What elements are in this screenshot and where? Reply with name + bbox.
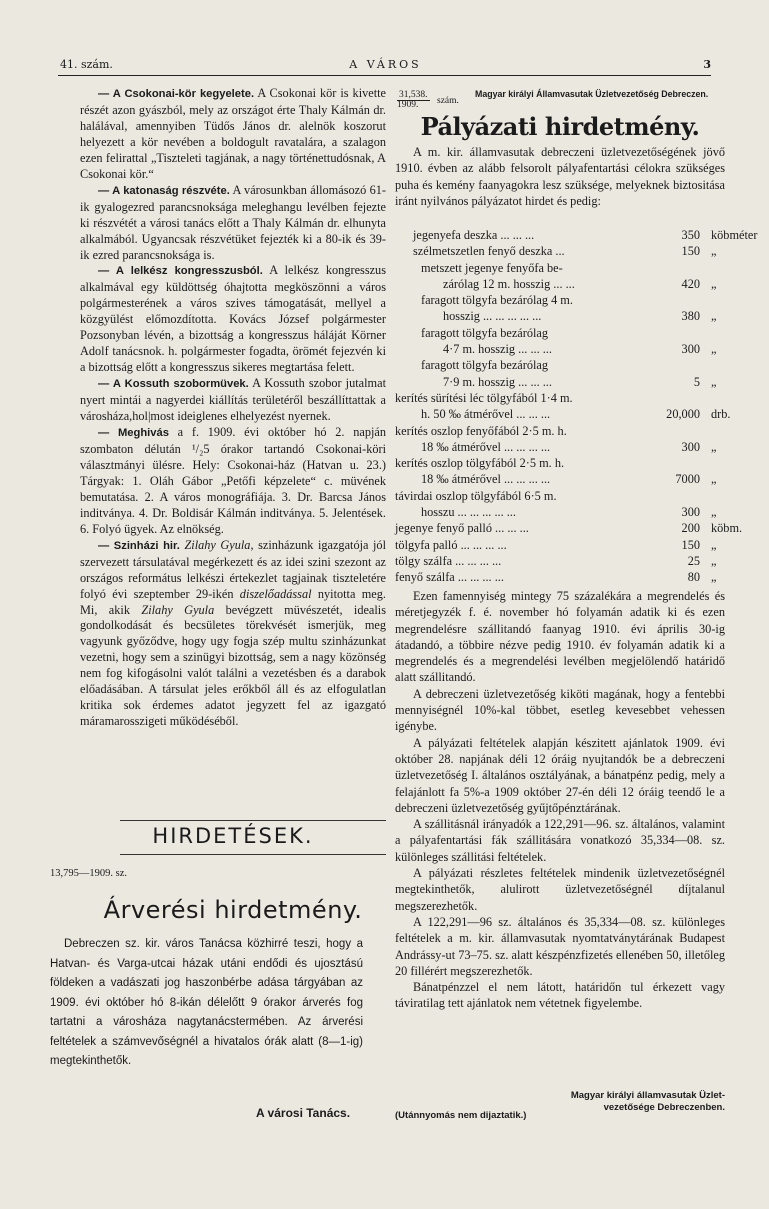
news-text: nyitotta meg. Mi, akik	[80, 586, 386, 617]
item-unit: „	[711, 439, 717, 454]
tender-item	[395, 390, 725, 406]
item-unit: „	[711, 244, 717, 259]
item-name: metszett jegenye fenyőfa be-	[421, 260, 563, 275]
tender-intro	[395, 144, 725, 209]
tender-paragraph: A 122,291—96 sz. általános és 35,334—08. sz. különleges feltételek a m. kir. államvasutak nyomtatványtárának Budapest Andrássy-ut 73–75. sz. alatt készpénzfizetés ellenében 50, illetőleg 20 fillérért megszerezhetők.	[395, 914, 725, 978]
ads-title: HIRDETÉSEK.	[152, 824, 314, 848]
item-name: kerítés sürítési léc tölgyfából 1·4 m.	[395, 390, 573, 405]
news-text: A Csokonai kör is kivette részét azon gyászból, mely az országot érte Thaly Kálmán dr. halálával, amennyiben Tüdős János dr. alelnök koszorut helyezett a kör nevében a boldogult ravatalára, a szalagon ezen felirattal „Tiszteleti tagjának, a nagy történettudósnak, A Csokonai kör.“	[80, 86, 387, 181]
item-quantity: 5	[693, 374, 700, 389]
tender-item	[395, 471, 725, 487]
item-quantity: 80	[687, 570, 700, 585]
news-lead: — A lelkész kongresszusból.	[98, 265, 263, 278]
item-name: hosszig ... ... ... ... ...	[443, 309, 542, 324]
item-quantity: 7000	[675, 472, 700, 487]
page-header	[60, 58, 711, 72]
issue-number: 41. szám.	[60, 58, 113, 71]
item-name: kerítés oszlop fenyőfából 2·5 m. h.	[395, 423, 567, 438]
item-name: 18 ‰ átmérővel ... ... ... ...	[421, 439, 551, 454]
item-unit: „	[711, 276, 717, 291]
auction-text: Debreczen sz. kir. város Tanácsa közhirré teszi, hogy a Hatvan- és Varga-utcai házak utáni endődi és ujosztású földeken a vadászati jog haszonbérbe adása tárgyában az 1909. évi október hó 8-ikán délelőtt 9 órakor árverés fog tartatni a városháza nagytanácstermében. Az árverési feltételek a számvevőségnél a hivatalos órák alatt (8—1-ig) megtekinthetők.	[50, 938, 363, 1067]
tender-reference	[397, 90, 459, 110]
item-unit: „	[711, 537, 717, 552]
item-quantity: 420	[681, 276, 700, 291]
tender-item	[395, 504, 725, 520]
tender-item	[395, 488, 725, 504]
item-unit: „	[711, 472, 717, 487]
news-name: Zilahy Gyula	[141, 602, 215, 617]
ref-year: 1909.	[397, 100, 419, 110]
news-text: A városunkban állomásozó 61-ik gyalogezred parancsnoksága meleghangu levélben fejezte ki részvétét a városi tanács előtt a Thaly Kálmán dr. elhunyta alkalmából. Ugyancsak részvétüket fejezték ki a 80-ik és 39-ik ezred parancsnoksága is.	[80, 182, 386, 262]
item-quantity: 300	[681, 439, 700, 454]
news-lead: — Szinházi hir.	[98, 539, 180, 552]
tender-item	[395, 227, 758, 243]
item-name: szélmetszetlen fenyő deszka ...	[413, 244, 565, 259]
tender-paragraph: A szállitásnál irányadók a 122,291—96. sz. általános, valamint a pályafentartási fák szállitására vonatkozó 35,334—08. sz. különleges szállitási feltételek.	[395, 817, 725, 864]
divider	[120, 820, 386, 821]
news-emphasis: diszelőadással	[239, 586, 312, 601]
item-name: h. 50 ‰ átmérővel ... ... ...	[421, 407, 551, 422]
tender-item	[395, 292, 725, 308]
news-name: Zilahy Gyula	[184, 537, 251, 552]
page-number: 3	[703, 58, 711, 71]
item-name: kerítés oszlop tölgyfából 2·5 m. h.	[395, 456, 565, 471]
tender-item	[395, 341, 725, 357]
tender-issuer: Magyar királyi Államvasutak Üzletvezetőség Debreczen.	[475, 89, 709, 99]
signature-line: vezetősége Debreczenben.	[603, 1102, 725, 1113]
news-item	[80, 86, 386, 183]
tender-items-list	[395, 227, 758, 586]
ads-section-header	[80, 820, 386, 860]
item-unit: „	[711, 309, 717, 324]
tender-conditions	[395, 588, 725, 1012]
ref-sz: szám.	[437, 96, 459, 106]
news-lead: — A Kossuth szobormüvek.	[98, 378, 249, 391]
auction-body	[50, 935, 363, 1072]
item-quantity: 200	[681, 521, 700, 536]
news-text: A Kossuth szobor jutalmat nyert mintái a nagyerdei kiállítás területéről beszállíttattak a városháza,hol|most ideiglenes elhelyezést nyernek.	[80, 376, 386, 424]
tender-item	[395, 357, 725, 373]
auction-signature: A városi Tanács.	[256, 1106, 351, 1120]
tender-item	[395, 325, 725, 341]
item-unit: drb.	[711, 407, 731, 422]
news-lead: — A Csokonai-kör kegyelete.	[98, 88, 255, 100]
tender-item	[395, 260, 725, 276]
item-name: jegenye fenyő palló ... ... ...	[395, 521, 529, 536]
tender-paragraph: A pályázati részletes feltételek mindenik üzletvezetőségnél megtekinthetők, alulirott üzletvezetőségnél díjtalanul megszerezhetők.	[395, 866, 725, 913]
tender-item	[395, 308, 725, 324]
news-lead: — Meghivás	[98, 427, 169, 440]
ref-number: 31,538.	[399, 90, 428, 100]
item-name: tölgy szálfa ... ... ... ...	[395, 553, 502, 568]
item-quantity: 150	[681, 244, 700, 259]
item-name: 4·7 m. hosszig ... ... ...	[443, 342, 552, 357]
item-name: jegenyefa deszka ... ... ...	[413, 228, 535, 242]
tender-item	[395, 537, 725, 553]
news-text: bevégzett müvészetét, idealis gondolkodását és becsületes törekvését ismerjük, meg vagyunk győződve, hogy ugy fogja szép multu szinházunkat vezetni, hogy sem a szinügyi bizottság, sem a nagy közönség nem fog kifogásolni valót találni a vezetésben és a darabok előadásában. A társulat jeles erőkből áll és az elfogulatlan kritika sok érdemes adatot jegyzett fel az igazgató máramarosszigeti működéséből.	[80, 602, 386, 729]
item-unit: „	[711, 342, 717, 357]
tender-item	[395, 439, 725, 455]
item-quantity: 150	[681, 537, 700, 552]
tender-item	[395, 374, 725, 390]
item-name: távirdai oszlop tölgyfából 6·5 m.	[395, 488, 557, 503]
news-text: a f. 1909. évi október hó 2. napján szombaton délután ¹/₂5 órakor tartandó Csokonai-köri választmányi ülésre. Hely: Csokonai-ház (Hatvan u. 23.) Tárgyak: 1. Oláh Gábor „Petőfi képzelete“ c. müvének bemutatása. 2. A város monográfiája. 3. Dr. Barcsa János inditványa. 4. Dr. Boldisár Kálmán inditványa. 5. Jelentések. 6. Folyó ügyek. Az elnökség.	[80, 425, 387, 536]
tender-paragraph: Ezen famennyiség mintegy 75 százalékára a megrendelés és méretjegyzék f. é. november hó folyamán adatik ki és ezen megrendelésre szállitandó faanyag 1910. évi április 30-ig átadandó, a többire nézve pedig 1910. év folyamán adatik ki a megrendelés és a megrendelési levélben megjelölendő határidő alatt szállitandó.	[395, 589, 725, 685]
tender-paragraph: Bánatpénzzel el nem látott, határidőn tul érkezett vagy táviratilag tett ajánlatok nem vétetnek figyelembe.	[395, 980, 725, 1011]
item-name: 7·9 m. hosszig ... ... ...	[443, 374, 552, 389]
tender-item	[395, 455, 725, 471]
tender-intro-text: A m. kir. államvasutak debreczeni üzletvezetőségének jövő 1910. évben az alább felsorolt pályafentartási célokra szükséges puha és kemény faanyagokra lesz szüksége, melyeknek biztositása iránt nyilvános pályázatot hirdet és pedig:	[395, 145, 725, 208]
tender-item	[395, 243, 725, 259]
news-item	[80, 263, 386, 376]
item-name: faragott tölgyfa bezárólag	[421, 325, 549, 340]
auction-title: Árverési hirdetmény.	[103, 896, 363, 924]
news-item	[80, 183, 386, 264]
item-quantity: 300	[681, 505, 700, 520]
news-lead: — A katonaság részvéte.	[98, 184, 230, 197]
signature-line: Magyar királyi államvasutak Üzlet-	[570, 1090, 725, 1101]
reprint-note: (Utánnyomás nem dijaztatik.)	[395, 1110, 527, 1121]
item-quantity: 380	[681, 309, 700, 324]
item-unit: „	[711, 553, 717, 568]
item-name: faragott tölgyfa bezárólag 4 m.	[421, 293, 573, 308]
item-unit: köbm.	[711, 521, 743, 536]
tender-signature	[520, 1090, 725, 1114]
newspaper-title: A VÁROS	[349, 58, 422, 71]
divider	[120, 854, 386, 855]
item-quantity: 20,000	[666, 407, 700, 422]
tender-item	[395, 276, 725, 292]
tender-paragraph: A pályázati feltételek alapján készitett ajánlatok 1909. évi október 28. napjának déli 12 óráig nyujtandók be a debreczeni üzletvezetőség I. általános osztályának, a bánatpénz pedig, mely a felajánlott fa 5%-a 1909 október 27-én déli 12 óráig teendő le a debreczeni üzletvezetőség gyűjtőpénztárának.	[395, 735, 725, 815]
item-quantity: 25	[687, 553, 700, 568]
news-text: , szinházunk igazgatója jól szervezett társulatával megérkezett és az idei szini szezont az országos református lelkészi értekezlet tagjainak tiszteletére folyó évi szeptember 29-ikén	[80, 537, 386, 601]
item-name: zárólag 12 m. hosszig ... ...	[443, 276, 575, 291]
header-rule	[58, 75, 711, 76]
item-unit: köbméter	[711, 228, 758, 242]
tender-item	[395, 406, 731, 422]
tender-item	[395, 520, 743, 536]
tender-item	[395, 423, 725, 439]
news-item	[80, 538, 386, 730]
auction-number: 13,795—1909. sz.	[50, 868, 127, 879]
news-text: A lelkész kongresszus alkalmával egy küldöttség óhajtotta megköszönni a város polgármesterének a város szives támogatását, mellyel a közgyülést előmozdította. Kovács József polgármester Pozsonyban lévén, a bizottság a kongresszus háláját Körner Adolf tanácsnok. h. polgármester fogadta, örömét fejezvén ki a bizottság előtt a kongresszus sikeres megtartása felett.	[80, 263, 386, 375]
item-name: tölgyfa palló ... ... ... ...	[395, 537, 507, 552]
item-unit: „	[711, 570, 717, 585]
item-unit: „	[711, 505, 717, 520]
item-name: fenyő szálfa ... ... ... ...	[395, 570, 504, 585]
item-quantity: 300	[681, 342, 700, 357]
tender-title: Pályázati hirdetmény.	[420, 112, 700, 141]
news-item	[80, 376, 386, 425]
news-column	[80, 86, 386, 730]
news-item	[80, 425, 386, 538]
item-name: faragott tölgyfa bezárólag	[421, 358, 549, 373]
tender-item	[395, 569, 725, 585]
tender-item	[395, 553, 725, 569]
item-name: hosszu ... ... ... ... ...	[421, 505, 516, 520]
tender-paragraph: A debreczeni üzletvezetőség kiköti magának, hogy a fentebbi mennyiségnél 10%-kal többet, esetleg kevesebbet vehessen igénybe.	[395, 686, 725, 734]
item-unit: „	[711, 374, 717, 389]
item-quantity: 350	[681, 228, 700, 242]
item-name: 18 ‰ átmérővel ... ... ... ...	[421, 472, 551, 487]
